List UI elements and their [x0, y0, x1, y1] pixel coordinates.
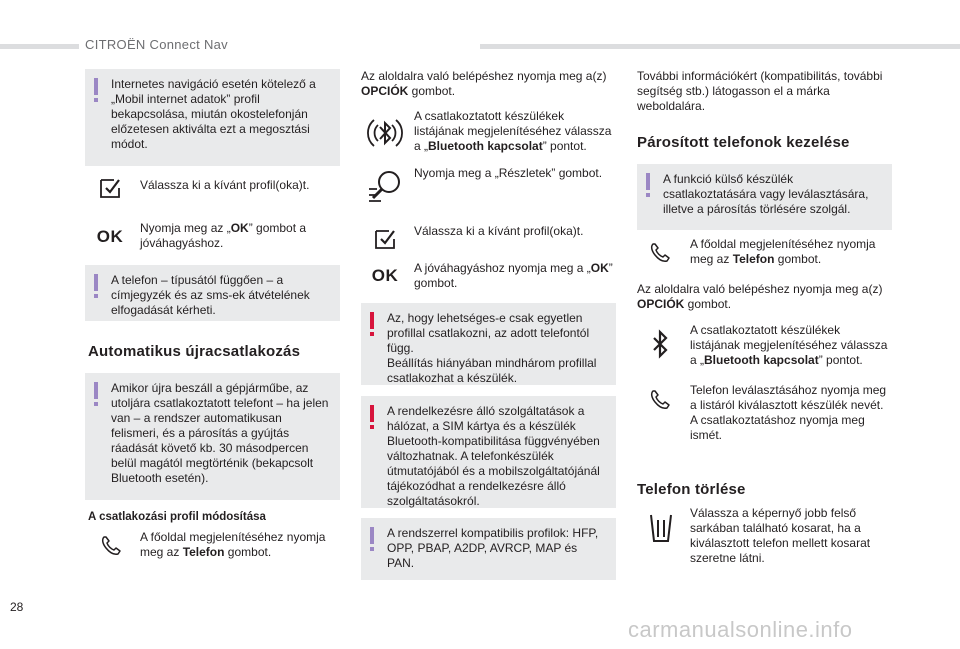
warning-note [361, 303, 616, 385]
step-text-part: A főoldal megjelenítéséhez nyomja meg az Telefon gombot. [140, 530, 326, 559]
note-text: A rendszerrel kompatibilis profilok: HFP, OPP, PBAP, A2DP, AVRCP, MAP és PAN. [387, 526, 599, 570]
info-note [361, 518, 616, 580]
note-text: A telefon – típusától függően – a címjegyzék és az sms-ek átvételének elfogadását kérheti. [111, 273, 310, 317]
step-text-line: Telefon leválasztásához nyomja meg a listáról kiválasztott készülék nevét. [690, 383, 887, 412]
info-marker-icon [94, 382, 98, 399]
watermark: carmanualsonline.info [628, 617, 853, 642]
section-title: Automatikus újracsatlakozás [88, 343, 301, 360]
info-note [85, 69, 340, 166]
note-text: Internetes navigáció esetén kötelező a „Mobil internet adatok” profil bekapcsolása, miután okostelefonján előzetesen aktiválta ezt a megosztási módot. [111, 77, 316, 151]
info-note [85, 373, 340, 500]
note-text: Amikor újra beszáll a gépjárműbe, az utoljára csatlakoztatott telefont – ha jelen van – a rendszer automatikusan felismeri, és a párosítás a gyújtás ráadását követő kb. 30 másodpercen belül magától megtörténik (bekapcsolt Bluetooth esetén). [111, 381, 329, 485]
info-marker-icon [94, 78, 98, 95]
step-text [690, 383, 890, 443]
intro-text-part: Az aloldalra való belépéshez nyomja meg a(z) OPCIÓK gombot. [361, 69, 607, 98]
step-text: Válassza ki a kívánt profil(oka)t. [414, 224, 584, 238]
info-note [637, 164, 892, 230]
header-bar-left [0, 44, 79, 49]
info-marker-icon [646, 173, 650, 190]
step-text-part: A csatlakoztatott készülékek listájának megjelenítéséhez válassza a „Bluetooth kapcsolat” pontot. [414, 109, 612, 153]
info-note [85, 265, 340, 321]
header-bar-right [480, 44, 960, 49]
intro-text [361, 69, 616, 99]
ok-icon: OK [96, 226, 124, 246]
checkbox-icon [98, 176, 124, 200]
checkbox-icon [373, 227, 399, 251]
note-text: A funkció külső készülék csatlakoztatására vagy leválasztására, illetve a párosítás törlésére szolgál. [663, 172, 869, 216]
step-text-line: A csatlakoztatáshoz nyomja meg ismét. [690, 413, 865, 442]
note-text: Beállítás hiányában mindhárom profillal csatlakozhat a készülék. [387, 356, 597, 385]
step-text [414, 261, 614, 291]
step-text: Válassza a képernyő jobb felső sarkában található kosarat, ha a kiválasztott telefon mellett kosarat szeretne látni. [690, 506, 871, 565]
note-text: Az, hogy lehetséges-e csak egyetlen profillal csatlakozni, az adott telefontól függ. [387, 311, 590, 355]
step-text-part: A jóváhagyáshoz nyomja meg a „OK” gombot. [414, 261, 613, 290]
section-title: Párosított telefonok kezelése [637, 134, 850, 151]
step-text-part: A csatlakoztatott készülékek listájának megjelenítéséhez válassza a „Bluetooth kapcsolat” pontot. [690, 323, 888, 367]
intro-text: További információkért (kompatibilitás, további segítség stb.) látogasson el a márka weboldalára. [637, 69, 883, 113]
phone-icon [647, 387, 673, 413]
step-text [140, 530, 340, 560]
info-marker-icon [370, 527, 374, 544]
step-text: Válassza ki a kívánt profil(oka)t. [140, 178, 310, 192]
warning-note [361, 396, 616, 508]
info-marker-icon [94, 274, 98, 291]
step-text [690, 323, 890, 368]
step-text-part: A főoldal megjelenítéséhez nyomja meg az Telefon gombot. [690, 237, 876, 266]
phone-icon [647, 240, 673, 266]
bluetooth-wave-icon [365, 113, 405, 153]
warning-marker-icon [370, 405, 374, 422]
phone-icon [98, 533, 124, 559]
trash-icon [647, 511, 675, 545]
section-title: Telefon törlése [637, 481, 746, 498]
step-text: Nyomja meg a „Részletek” gombot. [414, 166, 603, 180]
warning-marker-icon [370, 312, 374, 329]
step-text [690, 237, 890, 267]
subsection-title: A csatlakozási profil módosítása [88, 511, 266, 523]
note-text: A rendelkezésre álló szolgáltatások a hálózat, a SIM kártya és a készülék Bluetooth-kompatibilitása függvényében változhatnak. A telefonkészülék útmutatójából és a mobilszolgáltatójánál tájékozódhat a rendelkezésre álló szolgáltatásokról. [387, 404, 600, 508]
step-text [140, 221, 340, 251]
ok-icon: OK [371, 265, 399, 285]
header-title: CITROËN Connect Nav [85, 37, 228, 52]
details-icon [366, 166, 406, 206]
intro-text [637, 282, 892, 312]
intro-text-part: Az aloldalra való belépéshez nyomja meg a(z) OPCIÓK gombot. [637, 282, 883, 311]
bluetooth-icon [648, 328, 674, 360]
step-text-part: Nyomja meg az „OK” gombot a jóváhagyáshoz. [140, 221, 307, 250]
step-text [414, 109, 614, 154]
page-number: 28 [10, 600, 24, 614]
